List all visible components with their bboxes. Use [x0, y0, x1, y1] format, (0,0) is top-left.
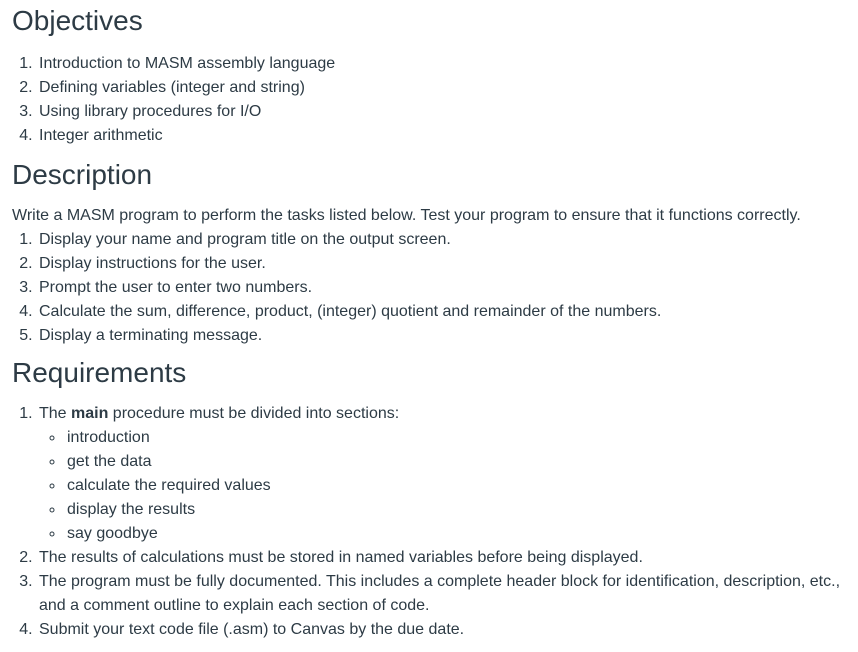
- list-item: 2. Display instructions for the user.: [37, 252, 846, 276]
- sublist-item: ◦ introduction: [65, 426, 846, 450]
- objectives-heading: Objectives: [12, 5, 143, 36]
- requirement-text-pre: The: [39, 405, 72, 422]
- requirement-text-post: procedure must be divided into sections:: [108, 405, 400, 422]
- requirements-section: [12, 356, 846, 642]
- list-item: 4. Integer arithmetic: [37, 124, 846, 148]
- list-item: 4. Submit your text code file (.asm) to Canvas by the due date.: [37, 618, 846, 642]
- description-list: [12, 228, 846, 348]
- sublist-item: ◦ calculate the required values: [65, 474, 846, 498]
- requirements-heading: Requirements: [12, 357, 187, 388]
- requirement-bold-word: main: [71, 405, 109, 422]
- objectives-section: [12, 4, 846, 148]
- list-item: [37, 402, 846, 546]
- sublist-item: ◦ say goodbye: [65, 522, 846, 546]
- list-item: 1. Display your name and program title on the output screen.: [37, 228, 846, 252]
- description-section: [12, 158, 846, 348]
- list-item: 3. Prompt the user to enter two numbers.: [37, 276, 846, 300]
- list-item: 5. Display a terminating message.: [37, 324, 846, 348]
- requirements-list: [12, 402, 846, 642]
- sublist-item: ◦ get the data: [65, 450, 846, 474]
- main-sections-sublist: [39, 426, 846, 546]
- list-item: 1. Introduction to MASM assembly language: [37, 52, 846, 76]
- sublist-item: ◦ display the results: [65, 498, 846, 522]
- list-item: 3. Using library procedures for I/O: [37, 100, 846, 124]
- description-heading: Description: [12, 159, 153, 190]
- list-item: 2. Defining variables (integer and string): [37, 76, 846, 100]
- objectives-list: [12, 52, 846, 148]
- description-intro: Write a MASM program to perform the tasks listed below. Test your program to ensure that it functions correctly.: [12, 207, 801, 224]
- list-item: 3. The program must be fully documented. This includes a complete header block for identification, description, etc., and a comment outline to explain each section of code.: [37, 570, 846, 618]
- list-item: 2. The results of calculations must be stored in named variables before being displayed.: [37, 546, 846, 570]
- list-item: 4. Calculate the sum, difference, product, (integer) quotient and remainder of the numbers.: [37, 300, 846, 324]
